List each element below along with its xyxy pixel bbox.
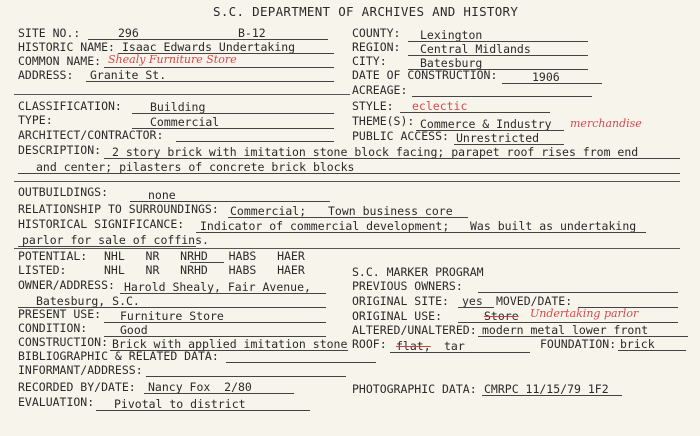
photographic-value: CMRPC 11/15/79 1F2 [484,382,609,396]
date-label: DATE OF CONSTRUCTION: [352,68,498,82]
historic-name-label: HISTORIC NAME: [18,40,115,54]
condition-label: CONDITION: [18,321,88,335]
region-label: REGION: [352,40,401,54]
evaluation-underline [96,410,310,411]
original-use-handwritten: Undertaking parlor [530,307,639,320]
site-no-label: SITE NO.: [18,26,81,40]
significance-line2: parlor for sale of coffins. [22,233,209,247]
potential-label: POTENTIAL: [18,249,88,263]
moved-date-label: MOVED/DATE: [496,294,573,308]
altered-value: modern metal lower front [482,323,649,337]
section-divider-1 [14,94,350,95]
county-label: COUNTY: [352,26,401,40]
roof-value: tar [444,339,465,353]
architect-label: ARCHITECT/CONTRACTOR: [18,128,164,142]
address-underline [86,81,334,82]
description-underline1 [104,158,680,159]
nrhd-bar [190,262,224,263]
address-label: ADDRESS: [18,68,74,82]
classification-value: Building [150,100,206,114]
relationship-label: RELATIONSHIP TO SURROUNDINGS: [18,202,219,216]
date-value: 1906 [532,70,560,84]
listed-options: NHL NR NRHD HABS HAER [104,263,305,277]
themes-handwritten: merchandise [570,117,642,130]
classification-underline [132,113,334,114]
original-site-value: yes [462,294,483,308]
bibliographic-underline [226,362,376,363]
type-label: TYPE: [18,113,53,127]
common-name-handwritten: Shealy Furniture Store [108,53,237,66]
bibliographic-label: BIBLIOGRAPHIC & RELATED DATA: [18,349,219,363]
potential-options: NHL NR NRHD HABS HAER [104,249,305,263]
style-underline [400,112,550,113]
roof-underline [390,352,530,353]
outbuildings-value: none [148,188,176,202]
section-divider-2 [14,181,680,182]
acreage-label: ACREAGE: [352,83,408,97]
altered-label: ALTERED/UNALTERED: [352,323,477,337]
recorded-underline [144,393,294,394]
recorded-label: RECORDED BY/DATE: [18,380,136,394]
owner-label: OWNER/ADDRESS: [18,278,115,292]
condition-value: Good [120,323,148,337]
style-value: eclectic [412,99,468,113]
classification-label: CLASSIFICATION: [18,99,122,113]
present-use-label: PRESENT USE: [18,307,102,321]
description-line2: and center; pilasters of concrete brick blocks [36,160,355,174]
recorded-value: Nancy Fox 2/80 [148,380,252,394]
evaluation-label: EVALUATION: [18,395,95,409]
description-underline2 [18,173,680,174]
construction-value: Brick with applied imitation stone [112,337,348,351]
significance-underline1 [196,232,646,233]
themes-label: THEME(S): [352,114,415,128]
roof-label: ROOF: [352,337,387,351]
roof-value-struck: flat, [396,339,431,353]
previous-owners-label: PREVIOUS OWNERS: [352,279,463,293]
relationship-value1: Commercial; [230,204,307,218]
common-name-label: COMMON NAME: [18,54,102,68]
marker-program-label: S.C. MARKER PROGRAM [352,265,484,279]
date-underline [502,83,602,84]
significance-line1a: Indicator of commercial development; [200,219,450,233]
original-use-label: ORIGINAL USE: [352,309,443,323]
foundation-value: brick [620,337,655,351]
public-access-label: PUBLIC ACCESS: [352,129,449,143]
type-value: Commercial [150,115,220,129]
site-no-value: 296 [118,26,139,40]
owner-line1: Harold Shealy, Fair Avenue, [124,280,311,294]
owner-line2: Batesburg, S.C. [36,294,140,308]
photographic-underline [482,395,622,396]
outbuildings-label: OUTBUILDINGS: [18,185,109,199]
significance-line1b: Was built as undertaking [470,219,637,233]
evaluation-value: Pivotal to district [114,397,246,411]
original-site-label: ORIGINAL SITE: [352,294,449,308]
listed-label: LISTED: [18,263,67,277]
description-label: DESCRIPTION: [18,143,102,157]
foundation-label: FOUNDATION: [540,337,617,351]
significance-underline2 [18,246,196,247]
city-label: CITY: [352,54,387,68]
previous-owners-underline [478,292,678,293]
county-value: Lexington [420,28,483,42]
style-label: STYLE: [352,99,394,113]
city-value: Batesburg [420,56,483,70]
form-title: S.C. DEPARTMENT OF ARCHIVES AND HISTORY [213,4,519,19]
owner-underline1 [120,293,326,294]
architect-underline [176,141,334,142]
public-access-value: Unrestricted [456,131,540,145]
original-site-underline [458,307,494,308]
themes-value: Commerce & Industry [420,117,552,131]
relationship-underline [228,217,468,218]
description-line1: 2 story brick with imitation stone block facing; parapet roof rises from end [112,145,639,159]
region-value: Central Midlands [420,42,531,56]
foundation-underline [618,350,686,351]
informant-label: INFORMANT/ADDRESS: [18,363,143,377]
relationship-value2: Town business core [328,204,453,218]
historic-name-value: Isaac Edwards Undertaking [122,40,296,54]
site-code-value: B-12 [238,26,266,40]
acreage-underline [412,96,592,97]
construction-label: CONSTRUCTION: [18,335,109,349]
informant-underline [146,376,346,377]
address-value: Granite St. [90,68,167,82]
photographic-label: PHOTOGRAPHIC DATA: [352,382,477,396]
original-use-value: Store [484,309,519,323]
present-use-value: Furniture Store [120,309,224,323]
significance-label: HISTORICAL SIGNIFICANCE: [18,217,185,231]
